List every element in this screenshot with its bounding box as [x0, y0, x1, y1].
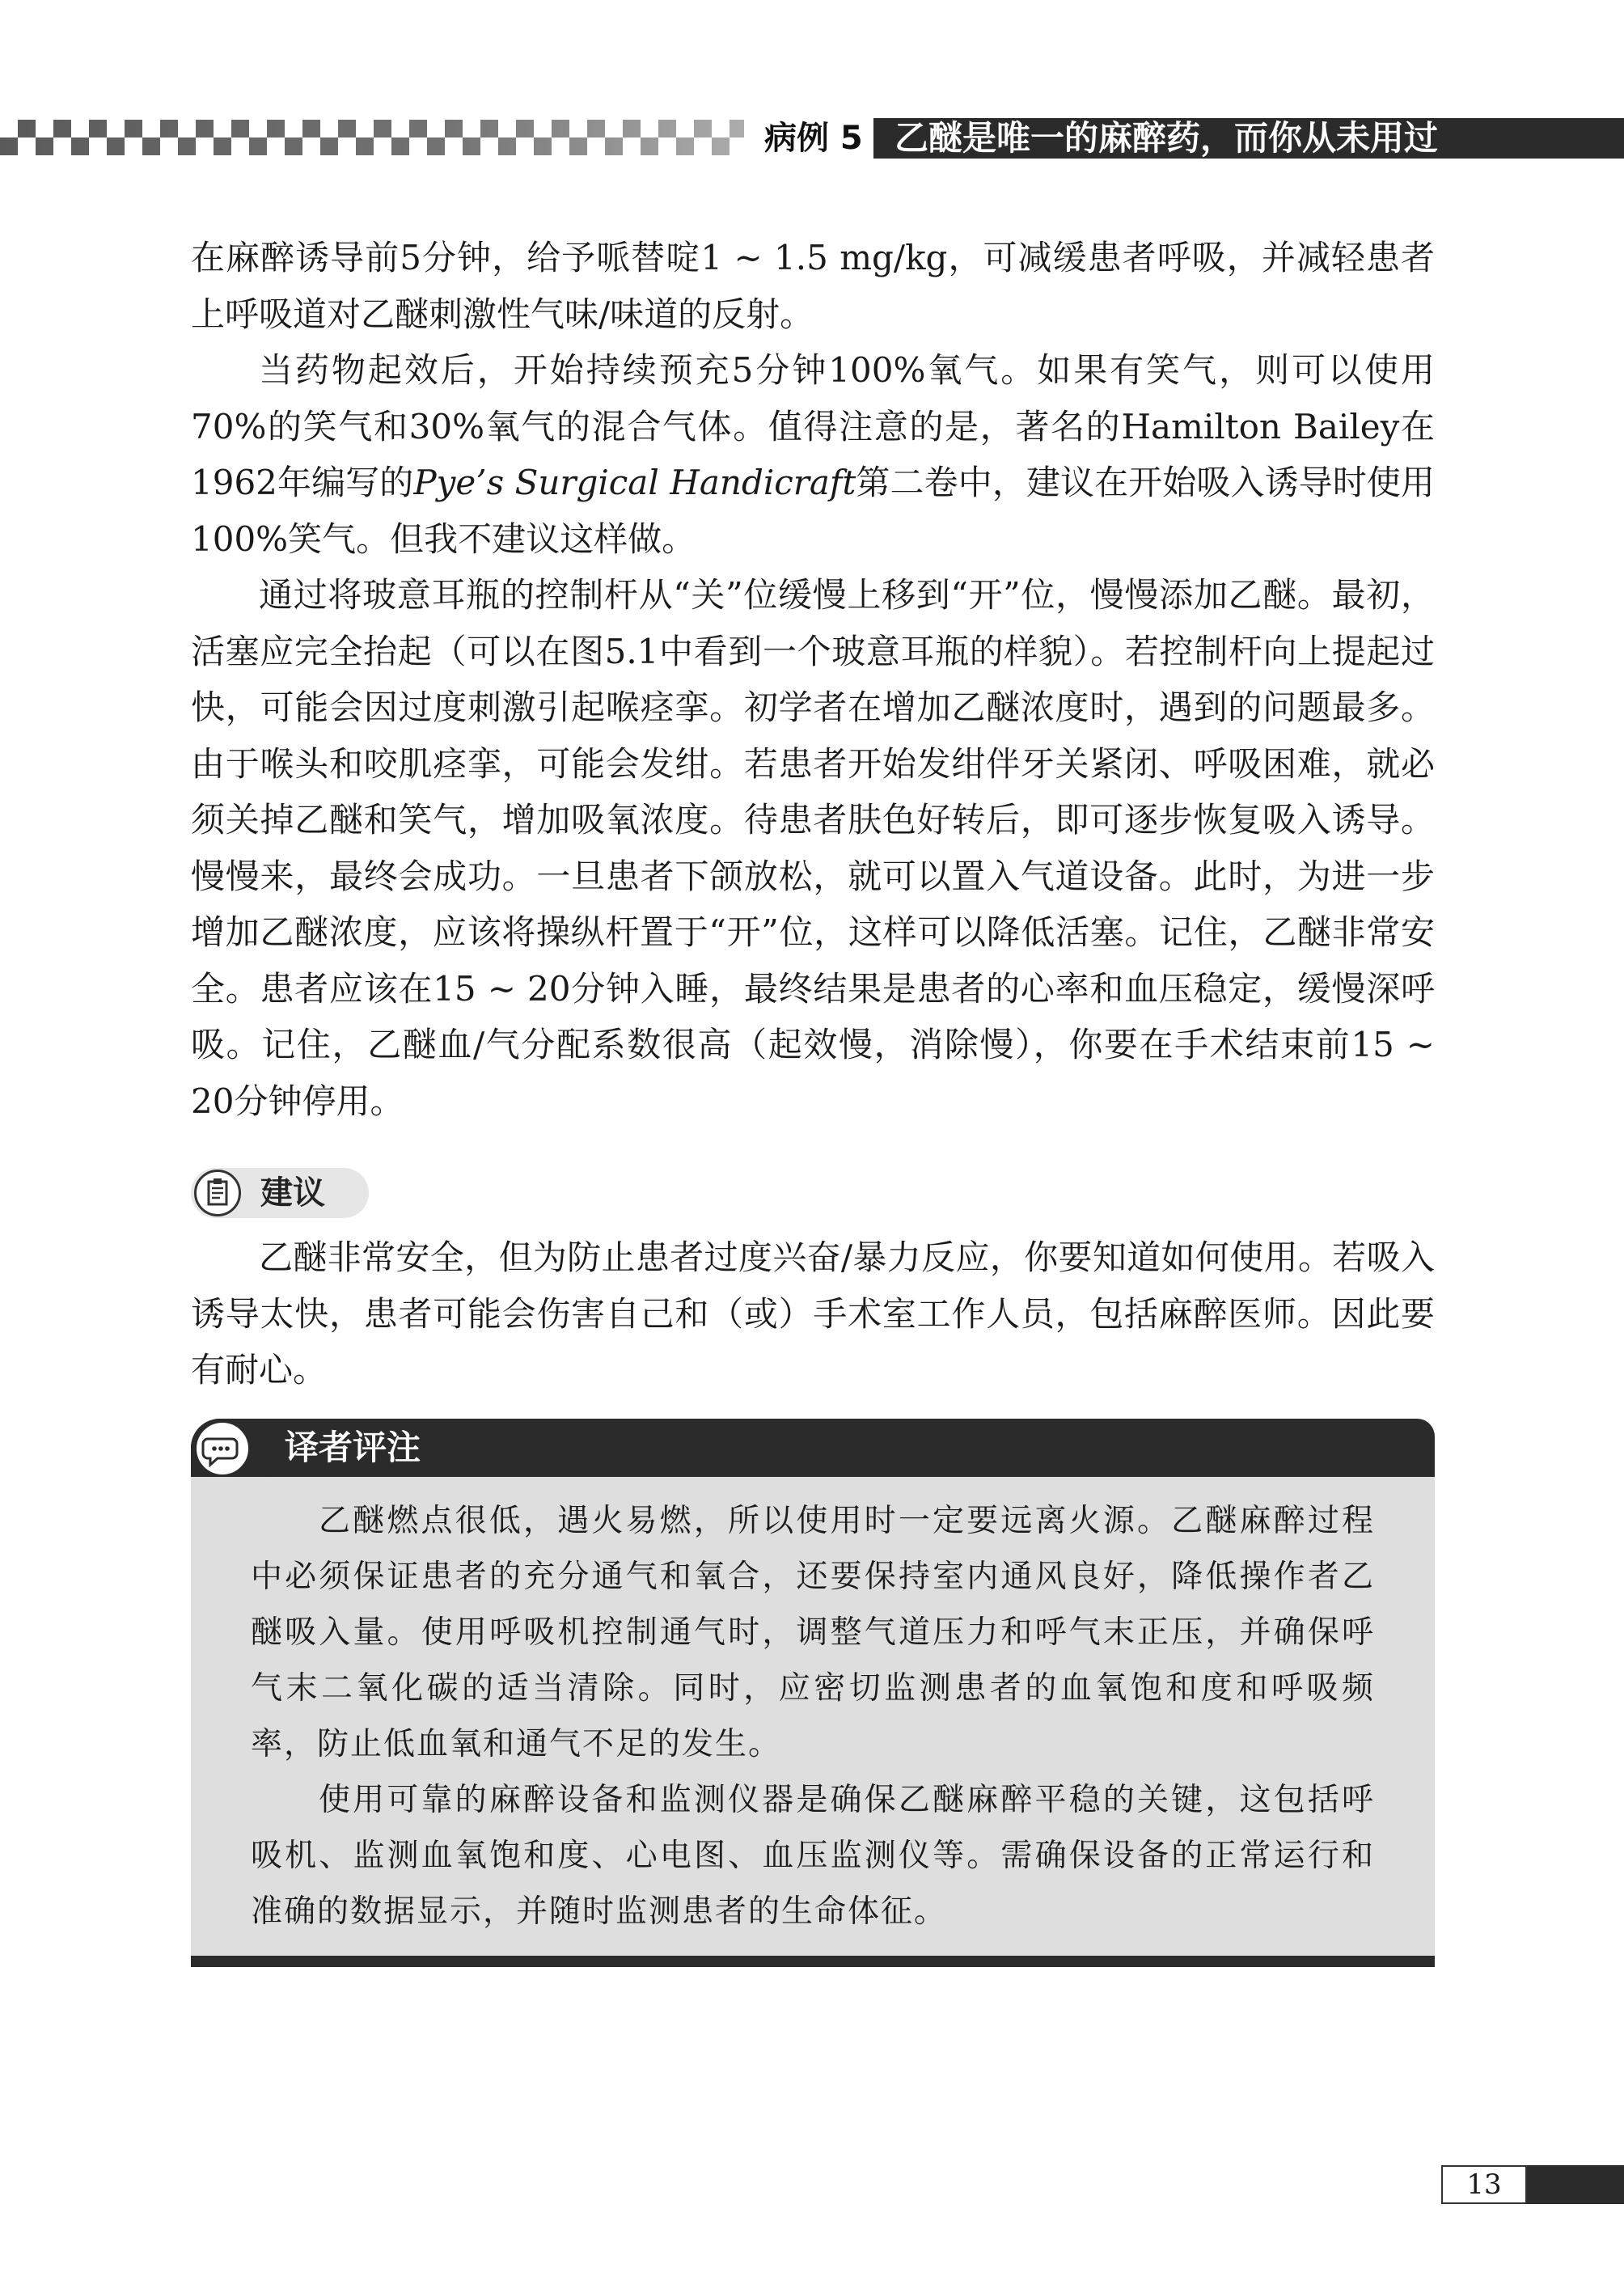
paragraph-2-end: 第二卷中，建议在开始吸入诱导时使用100%笑气。但我不建议这样做。: [191, 463, 1435, 559]
chapter-title-bar: [873, 118, 1624, 159]
chapter-title: 乙醚是唯一的麻醉药，而你从未用过: [894, 118, 1439, 158]
paragraph-2: [191, 342, 1435, 567]
suggestion-paragraph: 乙醚非常安全，但为防止患者过度兴奋/暴力反应，你要知道如何使用。若吸入诱导太快，患者可能会伤害自己和（或）手术室工作人员，包括麻醉医师。因此要有耐心。: [191, 1237, 1435, 1390]
paragraph-2-start: 当药物起效后，开始持续预充5分钟100%氧气。如果有笑气，则可以使用70%的笑气和30%氧气的混合气体。值得注意的是，著名的Hamilton Bailey在1962年编写的: [191, 350, 1435, 502]
book-title: Pye’s Surgical Handicraft: [413, 463, 856, 502]
speech-bubble-icon: [194, 1420, 251, 1477]
note-bottom-bar: [191, 1956, 1435, 1967]
note-heading: 译者评注: [285, 1428, 421, 1467]
header-checker-pattern: [0, 120, 744, 155]
note-paragraph-2: 使用可靠的麻醉设备和监测仪器是确保乙醚麻醉平稳的关键，这包括呼吸机、监测血氧饱和度、心电图、血压监测仪等。需确保设备的正常运行和准确的数据显示，并随时监测患者的生命体征。: [251, 1782, 1375, 1930]
note-paragraph-1: 乙醚燃点很低，遇火易燃，所以使用时一定要远离火源。乙醚麻醉过程中必须保证患者的充分通气和氧合，还要保持室内通风良好，降低操作者乙醚吸入量。使用呼吸机控制通气时，调整气道压力和呼气末正压，并确保呼气末二氧化碳的适当清除。同时，应密切监测患者的血氧饱和度和呼吸频率，防止低血氧和通气不足的发生。: [251, 1503, 1375, 1762]
paragraph-1: 在麻醉诱导前5分钟，给予哌替啶1 ~ 1.5 mg/kg，可减缓患者呼吸，并减轻患者上呼吸道对乙醚刺激性气味/味道的反射。: [191, 238, 1435, 334]
page-number: 13: [1441, 2165, 1527, 2204]
paragraph-3: 通过将玻意耳瓶的控制杆从“关”位缓慢上移到“开”位，慢慢添加乙醚。最初，活塞应完全抬起（可以在图5.1中看到一个玻意耳瓶的样貌）。若控制杆向上提起过快，可能会因过度刺激引起喉痉挛。初学者在增加乙醚浓度时，遇到的问题最多。由于喉头和咬肌痉挛，可能会发绀。若患者开始发绀伴牙关紧闭、呼吸困难，就必须关掉乙醚和笑气，增加吸氧浓度。待患者肤色好转后，即可逐步恢复吸入诱导。慢慢来，最终会成功。一旦患者下颌放松，就可以置入气道设备。此时，为进一步增加乙醚浓度，应该将操纵杆置于“开”位，这样可以降低活塞。记住，乙醚非常安全。患者应该在15 ~ 20分钟入睡，最终结果是患者的心率和血压稳定，缓慢深呼吸。记住，乙醚血/气分配系数很高（起效慢，消除慢），你要在手术结束前15 ~ 20分钟停用。: [191, 575, 1435, 1121]
clipboard-icon: [194, 1170, 241, 1216]
suggestion-heading: 建议: [260, 1174, 325, 1212]
page-number-bar: [1527, 2165, 1624, 2204]
case-label: 病例 5: [764, 120, 863, 157]
